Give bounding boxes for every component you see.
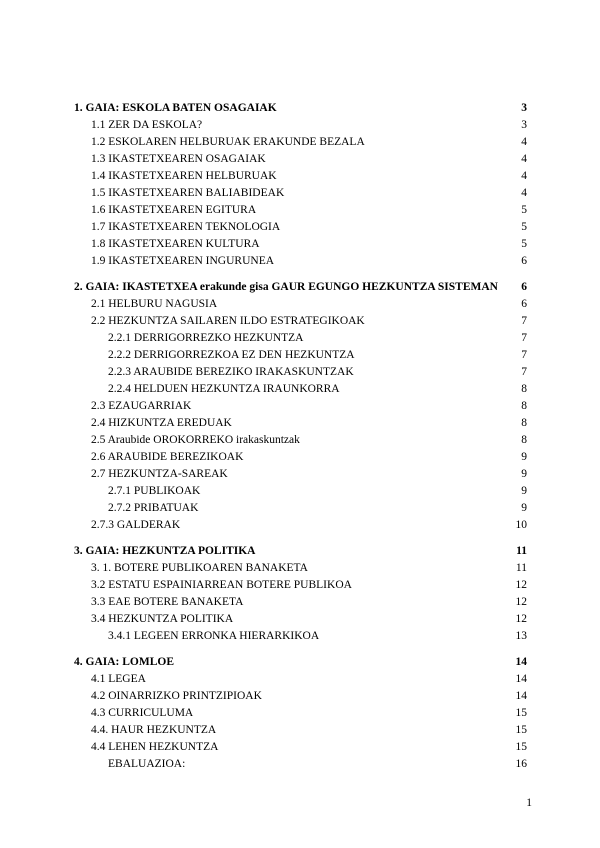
toc-entry-title: 1.9 IKASTETXEAREN INGURUNEA bbox=[91, 255, 275, 267]
toc-entry-title: 3.4 HEZKUNTZA POLITIKA bbox=[91, 613, 234, 625]
page-number: 1 bbox=[526, 797, 532, 809]
toc-entry-page: 8 bbox=[521, 383, 527, 395]
toc-entry-page: 9 bbox=[521, 485, 527, 497]
toc-entry[interactable] bbox=[108, 485, 527, 501]
toc-entry-title: 2.5 Araubide OROKORREKO irakaskuntzak bbox=[91, 434, 300, 446]
toc-entry-title: 4. GAIA: LOMLOE bbox=[74, 656, 174, 668]
toc-entry-page: 15 bbox=[515, 707, 527, 719]
toc-entry-page: 4 bbox=[521, 170, 527, 182]
toc-entry-title: 1.1 ZER DA ESKOLA? bbox=[91, 119, 203, 131]
toc-entry-page: 6 bbox=[521, 255, 527, 267]
toc-entry-page: 15 bbox=[515, 741, 527, 753]
toc-entry-page: 8 bbox=[521, 400, 527, 412]
toc-entry-title: 1.5 IKASTETXEAREN BALIABIDEAK bbox=[91, 187, 285, 199]
toc-entry[interactable] bbox=[91, 153, 527, 169]
toc-entry[interactable] bbox=[108, 502, 527, 518]
toc-entry[interactable] bbox=[91, 417, 527, 433]
toc-entry-page: 7 bbox=[521, 366, 527, 378]
toc-entry-page: 13 bbox=[515, 630, 527, 642]
toc-entry[interactable] bbox=[91, 741, 527, 757]
toc-entry[interactable] bbox=[91, 315, 527, 331]
toc-entry[interactable] bbox=[91, 119, 527, 135]
toc-entry-title: 2.2.2 DERRIGORREZKOA EZ DEN HEZKUNTZA bbox=[108, 349, 355, 361]
toc-entry[interactable] bbox=[108, 630, 527, 646]
toc-entry[interactable] bbox=[91, 255, 527, 271]
toc-entry[interactable] bbox=[108, 758, 527, 774]
toc-entry-title: 1.7 IKASTETXEAREN TEKNOLOGIA bbox=[91, 221, 281, 233]
toc-entry-title: EBALUAZIOA: bbox=[108, 758, 186, 770]
toc-entry-page: 12 bbox=[515, 579, 527, 591]
toc-chapter[interactable] bbox=[74, 102, 527, 118]
toc-entry-page: 10 bbox=[515, 519, 527, 531]
toc-entry-page: 7 bbox=[521, 332, 527, 344]
toc-entry-page: 5 bbox=[521, 204, 527, 216]
toc-entry-page: 9 bbox=[521, 468, 527, 480]
toc-entry-title: 1. GAIA: ESKOLA BATEN OSAGAIAK bbox=[74, 102, 277, 114]
toc-entry[interactable] bbox=[91, 673, 527, 689]
toc-entry[interactable] bbox=[91, 579, 527, 595]
toc-entry-page: 7 bbox=[521, 349, 527, 361]
toc-entry-title: 2.7 HEZKUNTZA-SAREAK bbox=[91, 468, 228, 480]
toc-entry-page: 9 bbox=[521, 502, 527, 514]
toc-entry-title: 4.1 LEGEA bbox=[91, 673, 146, 685]
toc-entry-title: 2.6 ARAUBIDE BEREZIKOAK bbox=[91, 451, 244, 463]
toc-entry-page: 11 bbox=[516, 545, 527, 557]
toc-chapter[interactable] bbox=[74, 281, 527, 297]
toc-entry-title: 2.2.4 HELDUEN HEZKUNTZA IRAUNKORRA bbox=[108, 383, 340, 395]
toc-entry-title: 3.2 ESTATU ESPAINIARREAN BOTERE PUBLIKOA bbox=[91, 579, 352, 591]
toc-entry-page: 3 bbox=[521, 119, 527, 131]
toc-entry-title: 2. GAIA: IKASTETXEA erakunde gisa GAUR EGUNGO HEZKUNTZA SISTEMAN bbox=[74, 281, 498, 293]
toc-entry[interactable] bbox=[91, 221, 527, 237]
toc-entry-title: 2.3 EZAUGARRIAK bbox=[91, 400, 192, 412]
toc-entry-page: 14 bbox=[515, 690, 527, 702]
toc-entry-page: 12 bbox=[515, 596, 527, 608]
toc-entry-page: 8 bbox=[521, 434, 527, 446]
toc-entry-page: 4 bbox=[521, 136, 527, 148]
toc-entry-title: 4.4. HAUR HEZKUNTZA bbox=[91, 724, 217, 736]
toc-chapter[interactable] bbox=[74, 545, 527, 561]
toc-entry-title: 2.7.3 GALDERAK bbox=[91, 519, 181, 531]
toc-entry-title: 1.3 IKASTETXEAREN OSAGAIAK bbox=[91, 153, 266, 165]
toc-entry-page: 15 bbox=[515, 724, 527, 736]
toc-entry-title: 4.4 LEHEN HEZKUNTZA bbox=[91, 741, 219, 753]
toc-entry[interactable] bbox=[108, 383, 527, 399]
toc-chapter[interactable] bbox=[74, 656, 527, 672]
toc-entry[interactable] bbox=[91, 187, 527, 203]
toc-entry-page: 8 bbox=[521, 417, 527, 429]
toc-entry-title: 3. 1. BOTERE PUBLIKOAREN BANAKETA bbox=[91, 562, 308, 574]
toc-entry[interactable] bbox=[91, 238, 527, 254]
toc-entry-page: 5 bbox=[521, 221, 527, 233]
toc-entry-title: 3.4.1 LEGEEN ERRONKA HIERARKIKOA bbox=[108, 630, 320, 642]
toc-entry[interactable] bbox=[108, 366, 527, 382]
toc-entry-page: 14 bbox=[515, 656, 527, 668]
toc-entry[interactable] bbox=[91, 468, 527, 484]
toc-entry-title: 1.8 IKASTETXEAREN KULTURA bbox=[91, 238, 260, 250]
toc-entry-page: 14 bbox=[515, 673, 527, 685]
toc-entry-page: 3 bbox=[521, 102, 527, 114]
toc-entry[interactable] bbox=[108, 349, 527, 365]
toc-entry[interactable] bbox=[91, 434, 527, 450]
toc-entry-title: 4.3 CURRICULUMA bbox=[91, 707, 194, 719]
toc-entry-title: 1.6 IKASTETXEAREN EGITURA bbox=[91, 204, 257, 216]
toc-entry-page: 5 bbox=[521, 238, 527, 250]
toc-entry[interactable] bbox=[91, 707, 527, 723]
toc-entry-page: 4 bbox=[521, 153, 527, 165]
toc-entry-page: 12 bbox=[515, 613, 527, 625]
toc-entry-title: 2.1 HELBURU NAGUSIA bbox=[91, 298, 218, 310]
toc-entry-title: 1.2 ESKOLAREN HELBURUAK ERAKUNDE BEZALA bbox=[91, 136, 365, 148]
toc-entry-title: 2.7.2 PRIBATUAK bbox=[108, 502, 199, 514]
toc-entry-page: 9 bbox=[521, 451, 527, 463]
toc-entry[interactable] bbox=[91, 136, 527, 152]
toc-entry-page: 16 bbox=[515, 758, 527, 770]
toc-entry-title: 2.2.1 DERRIGORREZKO HEZKUNTZA bbox=[108, 332, 304, 344]
toc-entry[interactable] bbox=[91, 298, 527, 314]
toc-entry[interactable] bbox=[91, 562, 527, 578]
toc-entry-title: 3. GAIA: HEZKUNTZA POLITIKA bbox=[74, 545, 256, 557]
toc-entry-page: 6 bbox=[521, 281, 527, 293]
toc-entry[interactable] bbox=[91, 400, 527, 416]
toc-entry[interactable] bbox=[108, 332, 527, 348]
toc-entry-title: 4.2 OINARRIZKO PRINTZIPIOAK bbox=[91, 690, 262, 702]
toc-entry-title: 2.4 HIZKUNTZA EREDUAK bbox=[91, 417, 232, 429]
toc-entry-page: 6 bbox=[521, 298, 527, 310]
toc-entry-page: 11 bbox=[515, 562, 527, 574]
toc-entry-title: 2.2 HEZKUNTZA SAILAREN ILDO ESTRATEGIKOAK bbox=[91, 315, 365, 327]
toc-entry-title: 2.2.3 ARAUBIDE BEREZIKO IRAKASKUNTZAK bbox=[108, 366, 354, 378]
toc-entry[interactable] bbox=[91, 170, 527, 186]
toc-entry-title: 1.4 IKASTETXEAREN HELBURUAK bbox=[91, 170, 277, 182]
toc-entry-title: 2.7.1 PUBLIKOAK bbox=[108, 485, 201, 497]
toc-entry[interactable] bbox=[91, 724, 527, 740]
toc-entry[interactable] bbox=[91, 690, 527, 706]
toc-entry[interactable] bbox=[91, 451, 527, 467]
toc-entry-page: 4 bbox=[521, 187, 527, 199]
toc-entry-title: 3.3 EAE BOTERE BANAKETA bbox=[91, 596, 244, 608]
toc-entry[interactable] bbox=[91, 613, 527, 629]
toc-entry[interactable] bbox=[91, 519, 527, 535]
toc-entry[interactable] bbox=[91, 204, 527, 220]
toc-entry[interactable] bbox=[91, 596, 527, 612]
toc-entry-page: 7 bbox=[521, 315, 527, 327]
